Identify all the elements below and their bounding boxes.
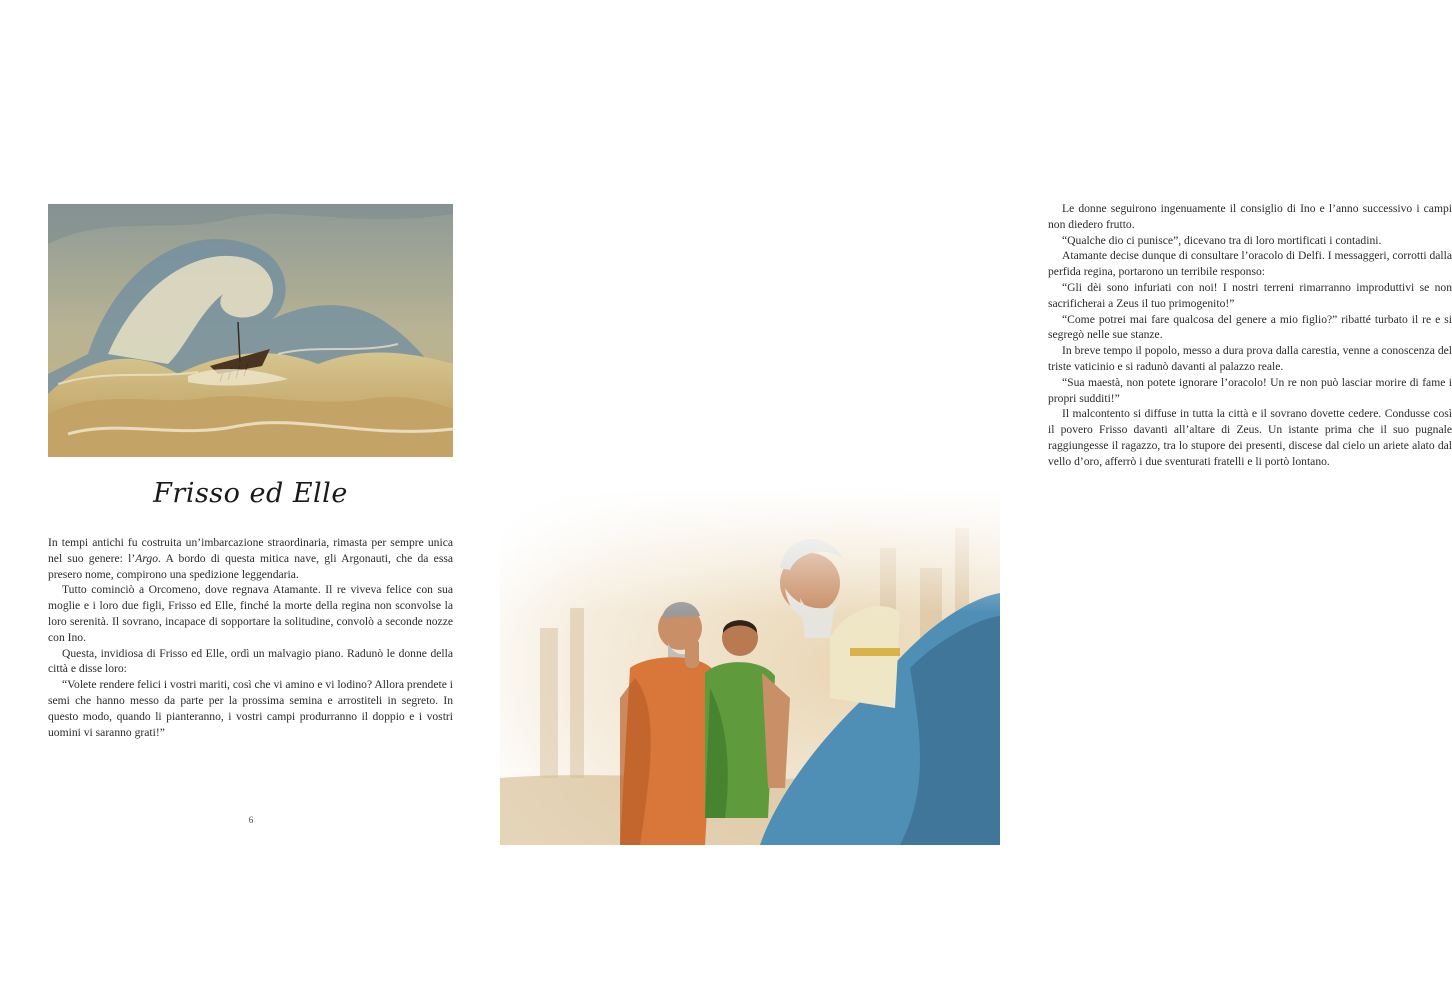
storm-sea-illustration [48, 204, 453, 457]
paragraph: In breve tempo il popolo, messo a dura prova dalla carestia, venne a conoscenza del triste vaticinio e si radunò davanti al palazzo reale. [1048, 344, 1452, 373]
left-page [0, 0, 500, 1000]
paragraph: “Volete rendere felici i vostri mariti, così che vi amino e vi lodino? Allora prendete i semi che hanno messo da parte per la prossima semina e arrostiteli in segreto. In questo modo, quando li pianteranno, i vostri campi produrranno il doppio e i vostri uomini vi saranno grati!” [48, 678, 453, 739]
ship-name: Argo [135, 551, 159, 565]
text-span: In tempi antichi fu costruita un’imbarcazione straordinaria, rimasta per sempre unica nel suo genere: l’ [48, 536, 453, 565]
paragraph: Le donne seguirono ingenuamente il consiglio di Ino e l’anno successivo i campi non diedero frutto. [1048, 202, 1452, 231]
left-text-column [48, 535, 453, 740]
paragraph: Tutto cominciò a Orcomeno, dove regnava Atamante. Il re viveva felice con sua moglie e i loro due figli, Frisso ed Elle, finché la morte della regina non sconvolse la loro serenità. Il sovrano, incapace di sopportare la solitudine, convolò a seconde nozze con Ino. [48, 583, 453, 644]
paragraph: Il malcontento si diffuse in tutta la città e il sovrano dovette cedere. Condusse così il povero Frisso davanti all’altare di Zeus. Un istante prima che il suo pugnale raggiungesse il ragazzo, tra lo stupore dei presenti, discese dal cielo un ariete alato dal vello d’oro, afferrò i due sventurati fratelli e li portò lontano. [1048, 407, 1452, 468]
paragraph: “Sua maestà, non potete ignorare l’oracolo! Un re non può lasciar morire di fame i propri sudditi!” [1048, 375, 1452, 405]
elders-illustration [500, 488, 1000, 845]
paragraph: “Qualche dio ci punisce”, dicevano tra di loro mortificati i contadini. [1062, 233, 1382, 247]
paragraph [48, 535, 453, 582]
paragraph: “Gli dèi sono infuriati con noi! I nostri terreni rimarranno improduttivi se non sacrificherai a Zeus il tuo primogenito!” [1048, 280, 1452, 310]
text-span: . A bordo di questa mitica nave, gli Argonauti, che da essa presero nome, compirono una spedizione leggendaria. [48, 551, 453, 581]
chapter-title: Frisso ed Elle [153, 478, 348, 509]
paragraph: Atamante decise dunque di consultare l’oracolo di Delfi. I messaggeri, corrotti dalla perfida regina, portarono un terribile responso: [1048, 249, 1452, 279]
right-text-column [1048, 201, 1452, 470]
paragraph: “Come potrei mai fare qualcosa del genere a mio figlio?” ribatté turbato il re e si segregò nelle sue stanze. [1048, 312, 1452, 342]
page-number: 6 [248, 815, 254, 825]
paragraph: Questa, invidiosa di Frisso ed Elle, ordì un malvagio piano. Radunò le donne della città e disse loro: [48, 646, 453, 676]
